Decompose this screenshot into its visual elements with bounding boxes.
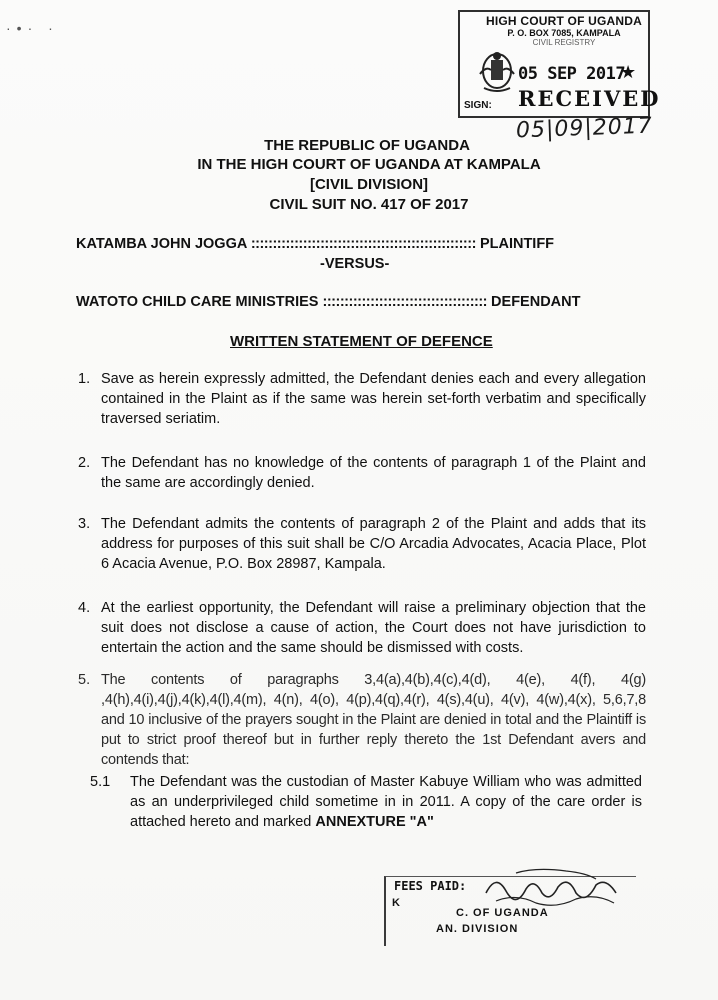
defendant-name: WATOTO CHILD CARE MINISTRIES	[76, 294, 319, 310]
heading-republic: THE REPUBLIC OF UGANDA	[264, 137, 470, 154]
plaintiff-role: PLAINTIFF	[479, 236, 555, 252]
fees-stamp-division: AN. DIVISION	[436, 923, 519, 935]
annexure-label: ANNEXTURE "A"	[315, 814, 434, 830]
corner-marks: ·•· ·	[6, 20, 59, 36]
court-received-stamp	[458, 10, 661, 118]
paragraph-text: Save as herein expressly admitted, the Defendant denies each and every allegation contained in the Plaint as if the same was herein set-forth verbatim and specifically traversed seriatim.	[101, 371, 646, 427]
paragraph-4	[78, 598, 646, 658]
plaintiff-dots: ::::::::::::::::::::::::::::::::::::::::::::::::::::	[250, 236, 476, 252]
paragraph-2	[78, 453, 646, 493]
star-icon: ★	[620, 62, 637, 82]
document-title: WRITTEN STATEMENT OF DEFENCE	[230, 333, 493, 350]
paragraph-text: The Defendant has no knowledge of the contents of paragraph 1 of the Plaint and the same are accordingly denied.	[101, 455, 646, 491]
stamp-court-name: HIGH COURT OF UGANDA	[486, 14, 642, 28]
fees-stamp-k: K	[392, 897, 400, 909]
heading-suit-number: CIVIL SUIT NO. 417 OF 2017	[269, 196, 469, 213]
defendant-line	[76, 294, 580, 310]
paragraph-text-wrap	[130, 772, 642, 832]
paragraph-text: At the earliest opportunity, the Defendant will raise a preliminary objection that the suit does not disclose a cause of action, the Court does not have jurisdiction to entertain the action and the same should be dismissed with costs.	[101, 600, 646, 656]
paragraph-text: The contents of paragraphs 3,4(a),4(b),4(c),4(d), 4(e), 4(f), 4(g) ,4(h),4(i),4(j),4(k),4(l),4(m), 4(n), 4(o), 4(p),4(q),4(r), 4(s),4(u), 4(v), 4(w),4(x), 5,6,7,8 and 10 inclusive of the prayers sought in the Plaint are denied in total and the Plaintiff is put to strict proof thereof but in further reply thereto the 1st Defendant avers and contends that:	[101, 672, 646, 768]
stamp-date: 05 SEP 2017	[518, 64, 626, 84]
paragraph-3	[78, 514, 646, 574]
fees-paid-label: FEES PAID:	[394, 879, 467, 893]
paragraph-number: 1.	[78, 371, 91, 387]
defendant-dots: ::::::::::::::::::::::::::::::::::::::	[322, 294, 488, 310]
handwritten-date: 05|09|2017	[515, 113, 654, 144]
stamp-sign-label: SIGN:	[464, 100, 492, 111]
paragraph-5	[78, 670, 646, 770]
paragraph-text: The Defendant was the custodian of Master Kabuye William who was admitted as an underprivileged child sometime in in 2011. A copy of the care order is attached hereto and marked	[130, 774, 642, 830]
coat-of-arms-icon	[476, 48, 518, 94]
plaintiff-line	[76, 236, 554, 252]
fees-paid-stamp	[384, 876, 636, 946]
paragraph-text: The Defendant admits the contents of paragraph 2 of the Plaint and adds that its address for purposes of this suit shall be C/O Arcadia Advocates, Acacia Place, Plot 6 Acacia Avenue, P.O. Box 28987, Kampala.	[101, 516, 646, 572]
paragraph-1	[78, 369, 646, 429]
stamp-received: RECEIVED	[518, 86, 661, 111]
paragraph-number: 2.	[78, 455, 91, 471]
stamp-pobox: P. O. BOX 7085, KAMPALA	[507, 28, 621, 38]
defendant-role: DEFENDANT	[491, 294, 581, 310]
heading-court: IN THE HIGH COURT OF UGANDA AT KAMPALA	[197, 156, 541, 173]
stamp-registry: CIVIL REGISTRY	[532, 38, 596, 46]
fees-stamp-court: C. OF UGANDA	[456, 907, 549, 919]
paragraph-number: 5.1	[90, 774, 111, 790]
paragraph-number: 5.	[78, 672, 91, 688]
versus-label: -VERSUS-	[320, 256, 390, 272]
paragraph-number: 4.	[78, 600, 91, 616]
plaintiff-name: KATAMBA JOHN JOGGA	[76, 236, 247, 252]
paragraph-number: 3.	[78, 516, 91, 532]
heading-division: [CIVIL DIVISION]	[309, 176, 429, 193]
paragraph-5-1	[90, 772, 642, 832]
